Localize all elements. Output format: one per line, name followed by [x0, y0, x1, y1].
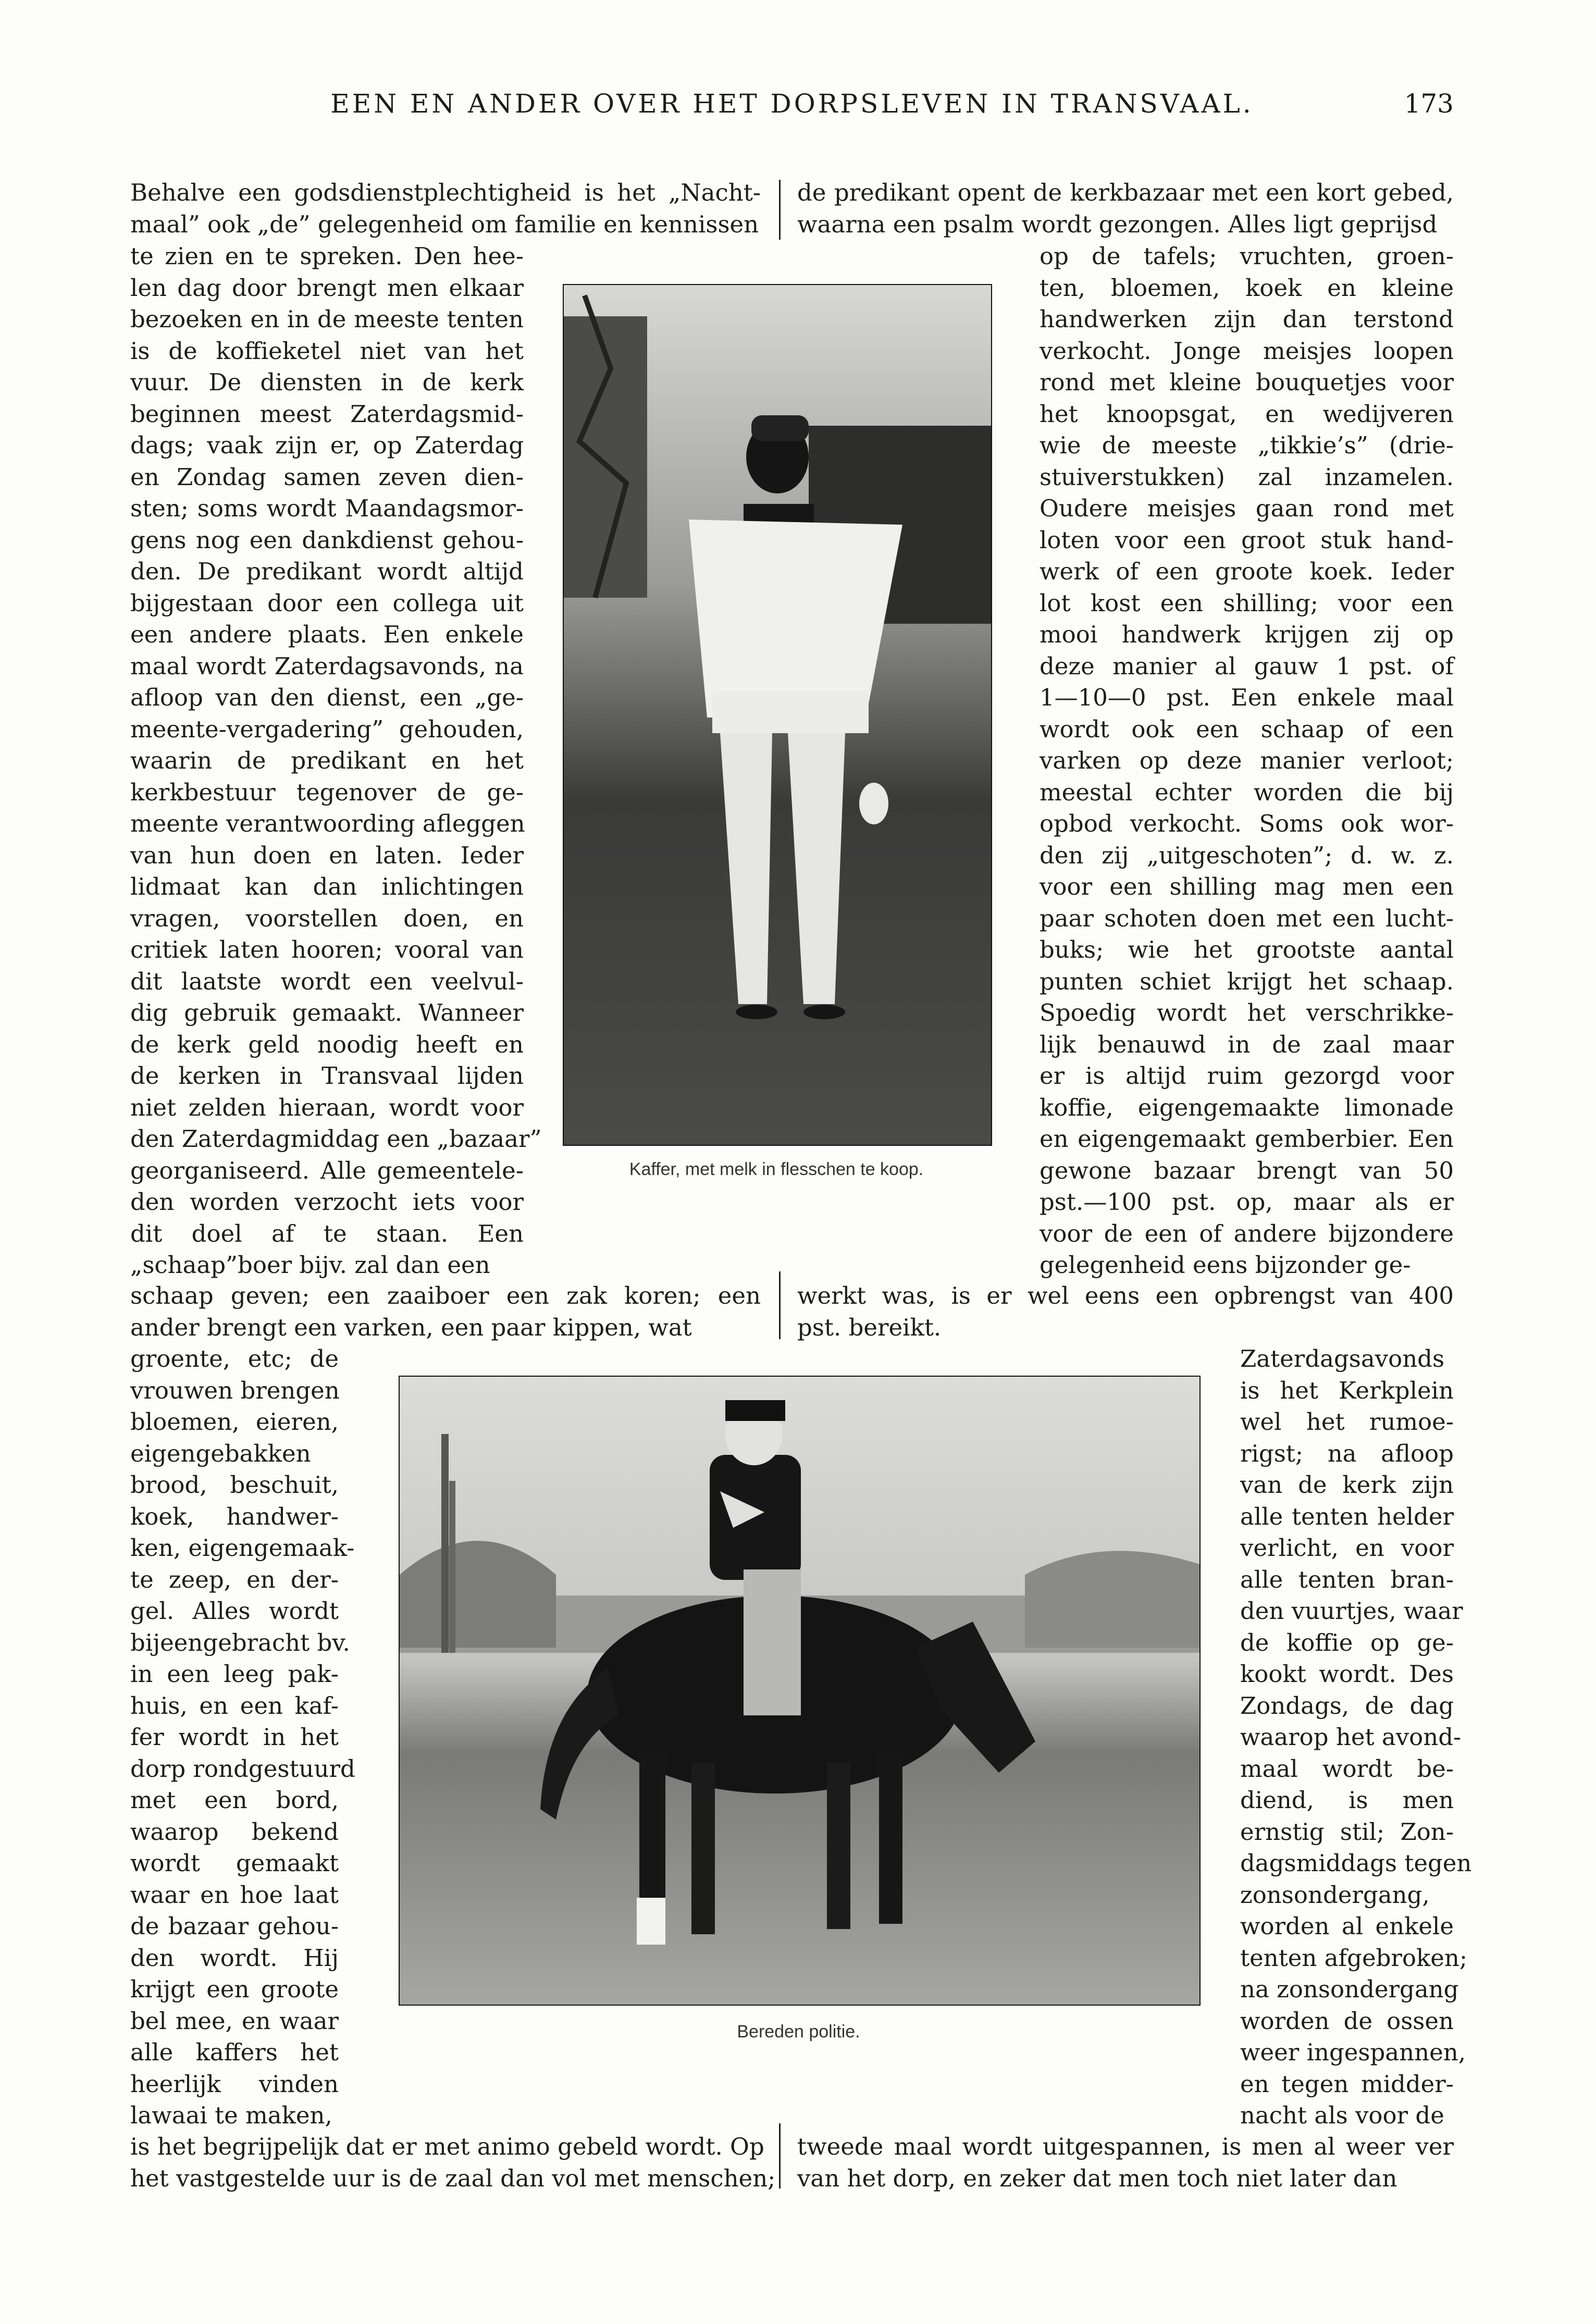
- text-line: wel het rumoe-: [1240, 1408, 1454, 1436]
- text-line: op de tafels; vruchten, groen-: [1040, 242, 1454, 270]
- text-line: Zaterdagsavonds: [1240, 1345, 1445, 1373]
- text-line: Zondags, de dag: [1240, 1691, 1454, 1720]
- left-mid-block: [130, 1280, 761, 1343]
- text-line: krijgt een groote: [130, 1975, 339, 2003]
- right-bottom-block: [797, 2131, 1454, 2194]
- right-small-column: [1240, 1343, 1472, 2132]
- text-line: paar schoten doen met een lucht-: [1040, 904, 1454, 932]
- caption-politie: Bereden politie.: [737, 2022, 860, 2042]
- text-line: alle tenten helder: [1240, 1502, 1454, 1530]
- text-line: schaap geven; een zaaiboer een zak koren; een: [130, 1282, 761, 1309]
- text-line: werk of een groote koek. Ieder: [1040, 558, 1454, 585]
- text-line: rigst; na afloop: [1240, 1439, 1454, 1467]
- text-line: den wordt. Hij: [130, 1944, 339, 1972]
- text-line: waarop bekend: [130, 1818, 339, 1846]
- text-line: diend, is men: [1240, 1786, 1454, 1814]
- text-line: Spoedig wordt het verschrikke-: [1040, 999, 1454, 1027]
- text-line: pst.—100 pst. op, maar als er: [1040, 1188, 1454, 1216]
- text-line: waarin de predikant en het: [130, 747, 524, 774]
- text-line: „schaap”boer bijv. zal dan een: [130, 1251, 490, 1279]
- text-line: bezoeken en in de meeste tenten: [130, 305, 524, 333]
- right-mid-block: [797, 1280, 1454, 1343]
- text-line: vragen, voorstellen doen, en: [130, 904, 524, 932]
- text-line: punten schiet krijgt het schaap.: [1040, 967, 1454, 995]
- text-line: na zonsondergang: [1240, 1975, 1459, 2003]
- text-line: zonsondergang,: [1240, 1881, 1430, 1909]
- photo-politie-image: [400, 1377, 1199, 2005]
- text-line: vuur. De diensten in de kerk: [130, 368, 524, 396]
- text-line: verlicht, en voor: [1240, 1534, 1454, 1562]
- text-line: er is altijd ruim gezorgd voor: [1040, 1062, 1454, 1090]
- text-line: len dag door brengt men elkaar: [130, 274, 524, 302]
- text-line: worden al enkele: [1240, 1912, 1454, 1940]
- text-line: en tegen midder-: [1240, 2070, 1454, 2098]
- text-line: is de koffieketel niet van het: [130, 337, 524, 365]
- running-title: EEN EN ANDER OVER HET DORPSLEVEN IN TRANSVAAL.: [330, 89, 1254, 119]
- text-line: de kerken in Transvaal lijden: [130, 1062, 524, 1090]
- text-line: den zij „uitgeschoten”; d. w. z.: [1040, 841, 1454, 869]
- text-line: het knoopsgat, en wedijveren: [1040, 400, 1454, 428]
- right-top-block: [797, 177, 1454, 240]
- text-line: waar en hoe laat: [130, 1881, 339, 1909]
- text-line: is het begrijpelijk dat er met animo gebeld wordt. Op: [130, 2133, 764, 2160]
- text-line: alle kaffers het: [130, 2038, 339, 2066]
- text-line: dit laatste wordt een veelvul-: [130, 967, 524, 995]
- text-line: gel. Alles wordt: [130, 1597, 339, 1625]
- text-line: van de kerk zijn: [1240, 1471, 1454, 1499]
- text-line: het vastgestelde uur is de zaal dan vol met menschen;: [130, 2164, 776, 2192]
- photo-kaffer-image: [564, 285, 991, 1145]
- caption-kaffer: Kaffer, met melk in flesschen te koop.: [629, 1159, 924, 1179]
- text-line: koek, handwer-: [130, 1502, 339, 1530]
- text-line: worden de ossen: [1240, 2007, 1454, 2035]
- text-line: dig gebruik gemaakt. Wanneer: [130, 999, 524, 1027]
- text-line: Oudere meisjes gaan rond met: [1040, 495, 1454, 522]
- text-line: rond met kleine bouquetjes voor: [1040, 368, 1454, 396]
- text-line: van het dorp, en zeker dat men toch niet later dan: [797, 2164, 1397, 2192]
- text-line: maal wordt be-: [1240, 1754, 1454, 1783]
- text-line: huis, en een kaf-: [130, 1691, 339, 1720]
- text-line: wordt ook een schaap of een: [1040, 715, 1454, 743]
- text-line: meente verantwoording afleggen: [130, 810, 525, 837]
- text-line: weer ingespannen,: [1240, 2038, 1466, 2066]
- text-line: nacht als voor de: [1240, 2102, 1444, 2129]
- text-line: maal wordt Zaterdagsavonds, na: [130, 652, 524, 680]
- text-line: de predikant opent de kerkbazaar met een kort gebed,: [797, 179, 1454, 206]
- text-line: wie de meeste „tikkie’s” (drie-: [1040, 431, 1454, 459]
- text-line: van hun doen en laten. Ieder: [130, 841, 524, 869]
- left-bottom-block: [130, 2131, 776, 2194]
- text-line: voor de een of andere bijzondere: [1040, 1219, 1454, 1247]
- running-header: [130, 89, 1454, 135]
- text-line: groente, etc; de: [130, 1345, 339, 1373]
- text-line: mooi handwerk krijgen zij op: [1040, 621, 1454, 648]
- text-line: dagsmiddags tegen: [1240, 1849, 1472, 1877]
- text-line: tweede maal wordt uitgespannen, is men al weer ver: [797, 2133, 1454, 2160]
- text-line: koffie, eigengemaakte limonade: [1040, 1093, 1454, 1121]
- text-line: lijk benauwd in de zaal maar: [1040, 1030, 1454, 1058]
- text-line: meente-vergadering” gehouden,: [130, 715, 524, 743]
- text-line: bloemen, eieren,: [130, 1408, 339, 1436]
- text-line: handwerken zijn dan terstond: [1040, 305, 1454, 333]
- text-line: dorp rondgestuurd: [130, 1754, 355, 1783]
- text-line: gens nog een dankdienst gehou-: [130, 526, 524, 554]
- text-line: buks; wie het grootste aantal: [1040, 936, 1454, 963]
- text-line: sten; soms wordt Maandagsmor-: [130, 495, 524, 522]
- text-line: waarop het avond-: [1240, 1723, 1462, 1751]
- left-top-block: [130, 177, 761, 240]
- text-line: afloop van den dienst, een „ge-: [130, 684, 524, 711]
- text-line: den worden verzocht iets voor: [130, 1188, 524, 1216]
- text-line: de kerk geld noodig heeft en: [130, 1030, 524, 1058]
- text-line: den. De predikant wordt altijd: [130, 558, 524, 585]
- text-line: eigengebakken: [130, 1439, 311, 1467]
- text-line: heerlijk vinden: [130, 2070, 339, 2098]
- text-line: dit doel af te staan. Een: [130, 1219, 524, 1247]
- text-line: een andere plaats. Een enkele: [130, 621, 524, 648]
- text-line: fer wordt in het: [130, 1723, 339, 1751]
- text-line: lawaai te maken,: [130, 2102, 332, 2129]
- text-line: niet zelden hieraan, wordt voor: [130, 1093, 524, 1121]
- text-line: dags; vaak zijn er, op Zaterdag: [130, 431, 524, 459]
- page-number: 173: [1404, 89, 1454, 119]
- text-line: ander brengt een varken, een paar kippen, wat: [130, 1313, 692, 1341]
- text-line: georganiseerd. Alle gemeentele-: [130, 1156, 524, 1184]
- text-line: den Zaterdagmiddag een „bazaar”: [130, 1125, 542, 1153]
- text-line: ernstig stil; Zon-: [1240, 1818, 1454, 1846]
- text-line: bel mee, en waar: [130, 2007, 339, 2035]
- text-line: lot kost een shilling; voor een: [1040, 589, 1454, 617]
- text-line: bijeengebracht bv.: [130, 1628, 350, 1657]
- text-line: deze manier al gauw 1 pst. of: [1040, 652, 1454, 680]
- text-line: de bazaar gehou-: [130, 1912, 339, 1940]
- text-line: pst. bereikt.: [797, 1313, 942, 1341]
- text-line: tenten afgebroken;: [1240, 1944, 1468, 1972]
- text-line: voor een shilling mag men een: [1040, 873, 1454, 900]
- text-line: verkocht. Jonge meisjes loopen: [1040, 337, 1454, 365]
- text-line: brood, beschuit,: [130, 1471, 339, 1499]
- text-line: kerkbestuur tegenover de ge-: [130, 778, 524, 806]
- photo-bereden-politie: [399, 1376, 1201, 2006]
- text-line: ten, bloemen, koek en kleine: [1040, 274, 1454, 302]
- text-line: Behalve een godsdienstplechtigheid is het „Nacht-: [130, 179, 761, 206]
- text-line: stuiverstukken) zal inzamelen.: [1040, 463, 1454, 491]
- text-line: en Zondag samen zeven dien-: [130, 463, 524, 491]
- text-line: vrouwen brengen: [130, 1376, 340, 1404]
- text-line: wordt gemaakt: [130, 1849, 339, 1877]
- column-rule-bottom: [779, 2123, 781, 2189]
- text-line: werkt was, is er wel eens een opbrengst van 400: [797, 1282, 1454, 1309]
- text-line: gewone bazaar brengt van 50: [1040, 1156, 1454, 1184]
- text-line: meestal echter worden die bij: [1040, 778, 1454, 806]
- text-line: en eigengemaakt gemberbier. Een: [1040, 1125, 1454, 1153]
- text-line: critiek laten hooren; vooral van: [130, 936, 524, 963]
- text-line: loten voor een groot stuk hand-: [1040, 526, 1454, 554]
- text-line: maal” ook „de” gelegenheid om familie en kennissen: [130, 210, 759, 238]
- text-line: kookt wordt. Des: [1240, 1660, 1454, 1688]
- text-line: te zien en te spreken. Den hee-: [130, 242, 524, 270]
- text-line: beginnen meest Zaterdagsmid-: [130, 400, 524, 428]
- text-line: opbod verkocht. Soms ook wor-: [1040, 810, 1454, 837]
- text-line: 1—10—0 pst. Een enkele maal: [1040, 684, 1454, 711]
- left-small-column: [130, 1343, 355, 2132]
- text-line: alle tenten bran-: [1240, 1565, 1454, 1593]
- text-line: de koffie op ge-: [1240, 1628, 1454, 1657]
- text-line: den vuurtjes, waar: [1240, 1597, 1463, 1625]
- column-rule-mid: [779, 1271, 781, 1339]
- text-line: is het Kerkplein: [1240, 1376, 1454, 1404]
- text-line: ken, eigengemaak-: [130, 1534, 355, 1562]
- text-line: lidmaat kan dan inlichtingen: [130, 873, 524, 900]
- text-line: waarna een psalm wordt gezongen. Alles ligt geprijsd: [797, 210, 1438, 238]
- right-narrow-column: [1040, 241, 1454, 1281]
- text-line: te zeep, en der-: [130, 1565, 339, 1593]
- text-line: bijgestaan door een collega uit: [130, 589, 524, 617]
- column-rule-top: [779, 180, 781, 240]
- text-line: met een bord,: [130, 1786, 339, 1814]
- text-line: gelegenheid eens bijzonder ge-: [1040, 1251, 1411, 1279]
- left-narrow-column: [130, 241, 542, 1281]
- text-line: varken op deze manier verloot;: [1040, 747, 1454, 774]
- photo-kaffer: [563, 284, 992, 1146]
- text-line: in een leeg pak-: [130, 1660, 339, 1688]
